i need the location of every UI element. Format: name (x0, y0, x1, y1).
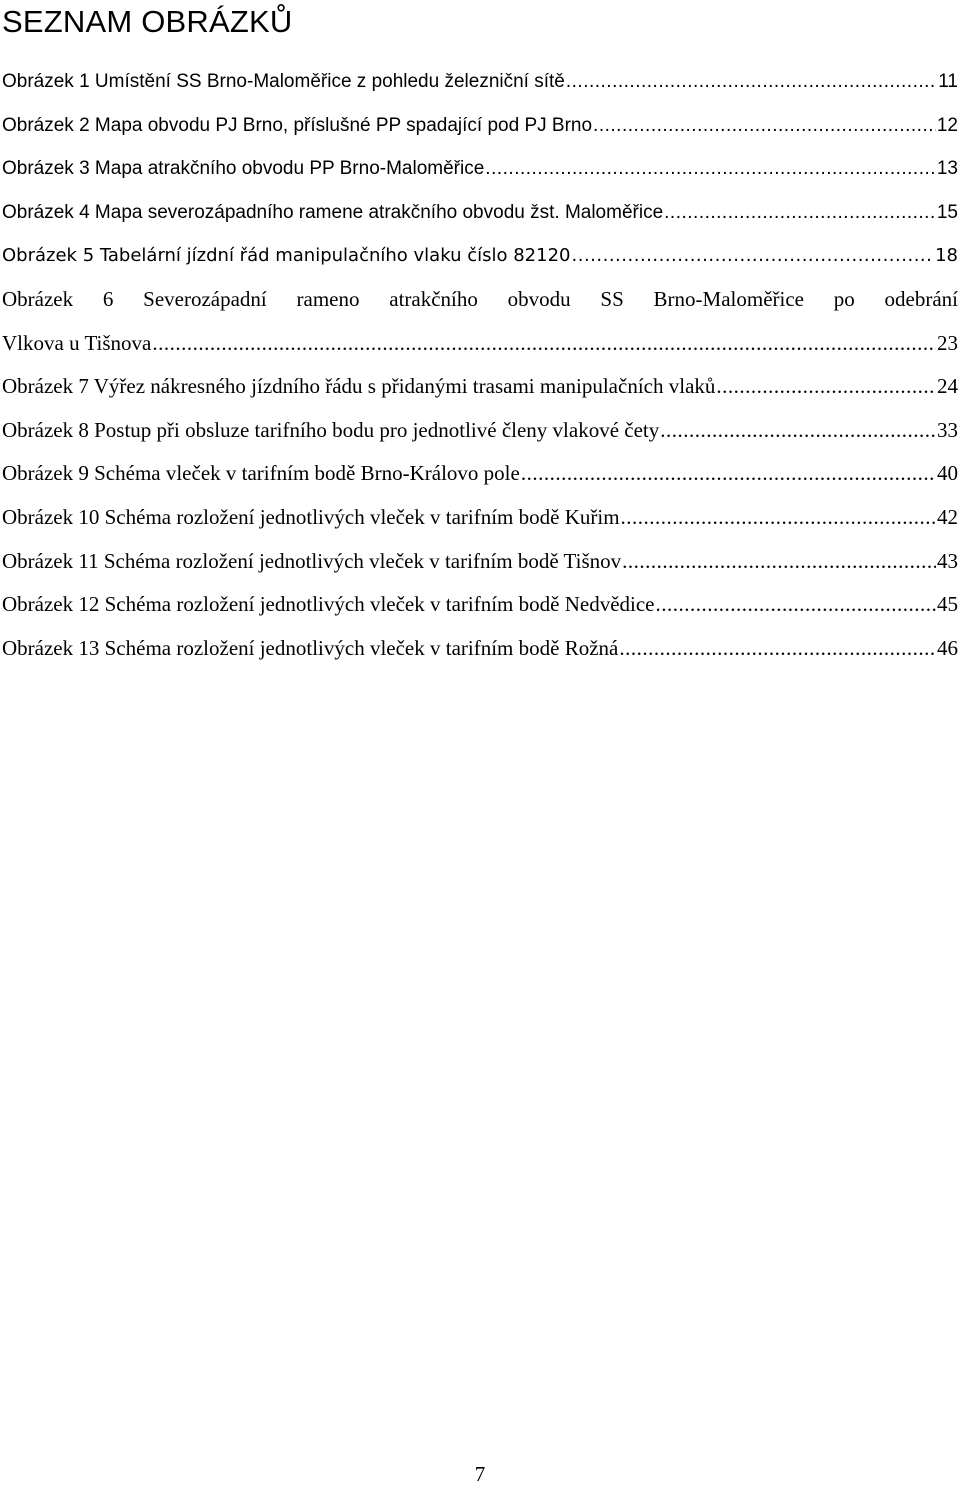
dot-leader (152, 322, 936, 366)
toc-entry-label: Obrázek 11 Schéma rozložení jednotlivých vleček v tarifním bodě Tišnov (2, 548, 622, 573)
toc-entry-13[interactable] (2, 627, 958, 671)
toc-entry-page: 23 (937, 330, 958, 355)
toc-entry-6[interactable] (2, 278, 958, 365)
toc-entry-label: Obrázek 5 Tabelární jízdní řád manipulačního vlaku číslo 82120 (2, 245, 571, 267)
dot-leader (572, 234, 935, 278)
toc-entry-page: 11 (938, 71, 958, 92)
toc-entry-page: 13 (936, 158, 958, 180)
page-title: SEZNAM OBRÁZKŮ (2, 4, 293, 39)
dot-leader (656, 583, 937, 627)
toc-entry-3[interactable] (2, 147, 958, 191)
toc-entry-12[interactable] (2, 583, 958, 627)
toc-entry-page: 12 (936, 114, 958, 136)
toc-entry-10[interactable] (2, 496, 958, 540)
toc-entry-label: Obrázek 2 Mapa obvodu PJ Brno, příslušné PP spadající pod PJ Brno (2, 114, 593, 136)
toc-entry-label: Obrázek 1 Umístění SS Brno-Maloměřice z pohledu železniční sítě (2, 71, 565, 92)
dot-leader (664, 191, 936, 235)
toc-entry-page: 40 (937, 461, 958, 486)
page-number: 7 (474, 1462, 486, 1486)
toc-entry-2[interactable] (2, 104, 958, 148)
toc-entry-page: 33 (937, 417, 958, 442)
dot-leader (619, 627, 936, 671)
toc-entry-page: 45 (937, 592, 958, 617)
toc-entry-7[interactable] (2, 365, 958, 409)
toc-entry-1[interactable] (2, 60, 958, 104)
dot-leader (716, 365, 936, 409)
toc-entry-11[interactable] (2, 540, 958, 584)
toc-entry-label: Obrázek 6 Severozápadní rameno atrakčního obvodu SS Brno-Maloměřice po odebrání (2, 286, 958, 311)
toc-entry-page: 43 (937, 548, 958, 573)
toc-entry-label-continued (2, 322, 958, 366)
dot-leader (521, 452, 936, 496)
toc-entry-9[interactable] (2, 452, 958, 496)
toc-entry-label: Obrázek 8 Postup při obsluze tarifního bodu pro jednotlivé členy vlakové čety (2, 417, 660, 442)
toc-entry-label: Obrázek 12 Schéma rozložení jednotlivých vleček v tarifním bodě Nedvědice (2, 592, 655, 617)
dot-leader (660, 409, 936, 453)
toc-entry-label: Obrázek 7 Výřez nákresného jízdního řádu s přidanými trasami manipulačních vlaků (2, 374, 716, 399)
toc-entry-label-line2: Vlkova u Tišnova (2, 330, 152, 355)
toc-entry-5[interactable] (2, 234, 958, 278)
toc-entry-label: Obrázek 4 Mapa severozápadního ramene atrakčního obvodu žst. Maloměřice (2, 201, 664, 223)
dot-leader (566, 60, 937, 104)
dot-leader (593, 104, 936, 148)
toc-entry-page: 46 (937, 635, 958, 660)
dot-leader (622, 540, 936, 584)
toc-entry-page: 42 (937, 504, 958, 529)
toc-entry-label: Obrázek 13 Schéma rozložení jednotlivých vleček v tarifním bodě Rožná (2, 635, 619, 660)
toc-entry-4[interactable] (2, 191, 958, 235)
dot-leader (621, 496, 936, 540)
toc-entry-label: Obrázek 3 Mapa atrakčního obvodu PP Brno-Maloměřice (2, 158, 485, 180)
toc-entry-page: 18 (935, 245, 958, 267)
list-of-figures (2, 60, 958, 670)
toc-entry-label: Obrázek 10 Schéma rozložení jednotlivých vleček v tarifním bodě Kuřim (2, 504, 620, 529)
toc-entry-page: 24 (937, 374, 958, 399)
dot-leader (485, 147, 936, 191)
toc-entry-page: 15 (936, 201, 958, 223)
toc-entry-8[interactable] (2, 409, 958, 453)
toc-entry-label: Obrázek 9 Schéma vleček v tarifním bodě Brno-Královo pole (2, 461, 520, 486)
